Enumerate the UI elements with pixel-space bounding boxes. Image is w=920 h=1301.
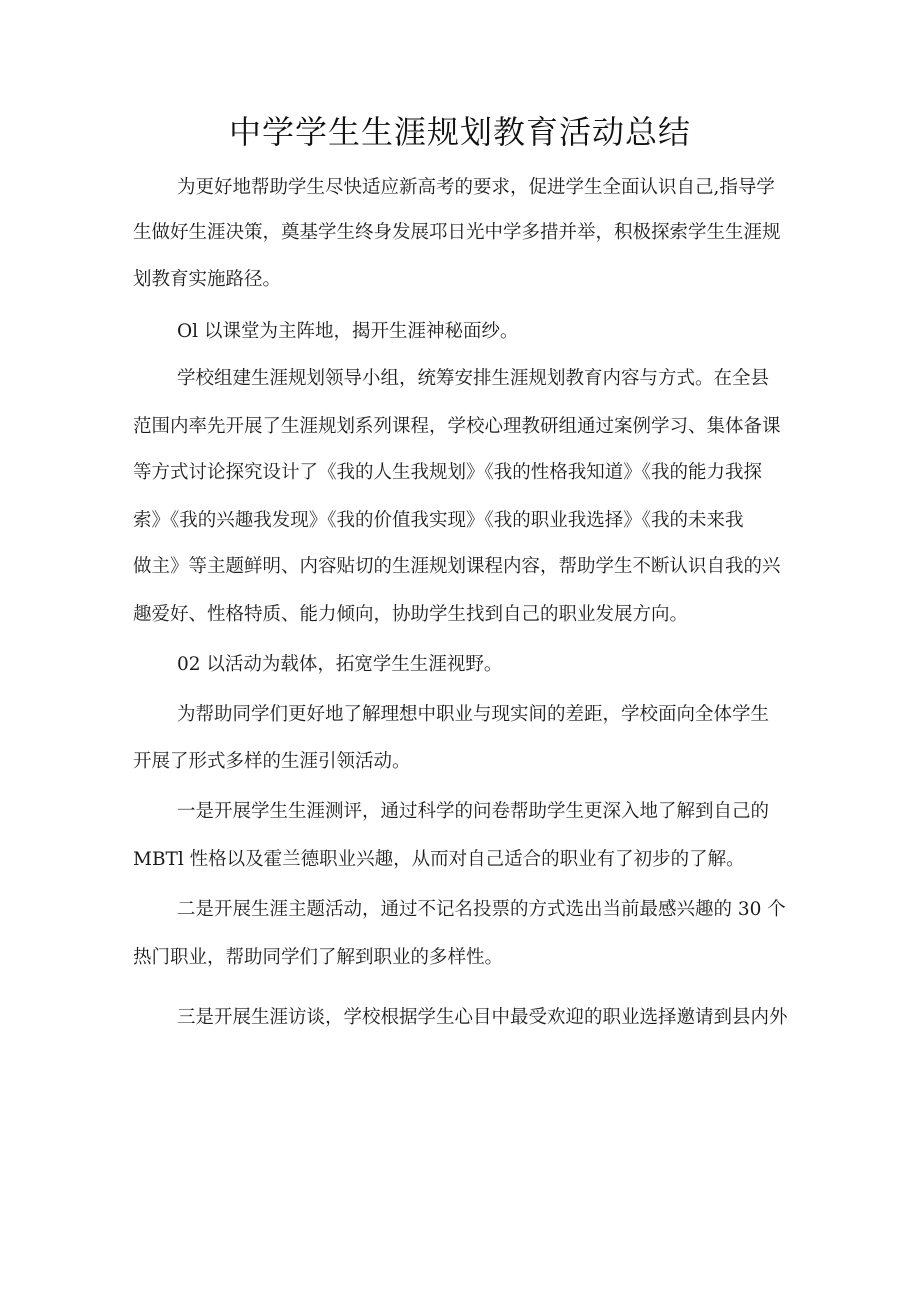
- paragraph-line: 热门职业，帮助同学们了解到职业的多样性。: [133, 947, 504, 968]
- paragraph-line: 开展了形式多样的生涯引领活动。: [133, 751, 411, 772]
- paragraph-line: 划教育实施路径。: [133, 269, 282, 290]
- paragraph-line: 范围内率先开展了生涯规划系列课程，学校心理教研组通过案例学习、集体备课: [133, 416, 781, 437]
- paragraph-line: 做主》等主题鲜明、内容贴切的生涯规划课程内容，帮助学生不断认识自我的兴: [133, 556, 781, 577]
- paragraph-line: 趣爱好、性格特质、能力倾向，协助学生找到自己的职业发展方向。: [133, 604, 689, 625]
- paragraph-line: 二是开展生涯主题活动，通过不记名投票的方式选出当前最感兴趣的 30 个: [177, 899, 786, 920]
- paragraph-line: 学校组建生涯规划领导小组，统筹安排生涯规划教育内容与方式。在全县: [177, 368, 770, 389]
- section-heading: Ol 以课堂为主阵地，揭开生涯神秘面纱。: [177, 321, 519, 342]
- document-title: 中学学生生涯规划教育活动总结: [228, 113, 691, 151]
- paragraph-line: 为帮助同学们更好地了解理想中职业与现实间的差距，学校面向全体学生: [177, 704, 770, 725]
- paragraph-line: 为更好地帮助学生尽快适应新高考的要求，促进学生全面认识自己,指导学: [177, 177, 775, 198]
- paragraph-line: 等方式讨论探究设计了《我的人生我规划》《我的性格我知道》《我的能力我探: [133, 462, 763, 483]
- paragraph-line: MBTl 性格以及霍兰德职业兴趣，从而对自己适合的职业有了初步的了解。: [133, 849, 745, 870]
- paragraph-line: 三是开展生涯访谈，学校根据学生心目中最受欢迎的职业选择邀请到县内外: [177, 1007, 788, 1028]
- paragraph-line: 一是开展学生生涯测评，通过科学的问卷帮助学生更深入地了解到自己的: [177, 801, 770, 822]
- paragraph-line: 索》《我的兴趣我发现》《我的价值我实现》《我的职业我选择》《我的未来我: [133, 510, 744, 531]
- paragraph-line: 生做好生涯决策，奠基学生终身发展邛日光中学多措并举，积极探索学生生涯规: [133, 222, 781, 243]
- section-heading: 02 以活动为载体，拓宽学生生涯视野。: [177, 654, 503, 675]
